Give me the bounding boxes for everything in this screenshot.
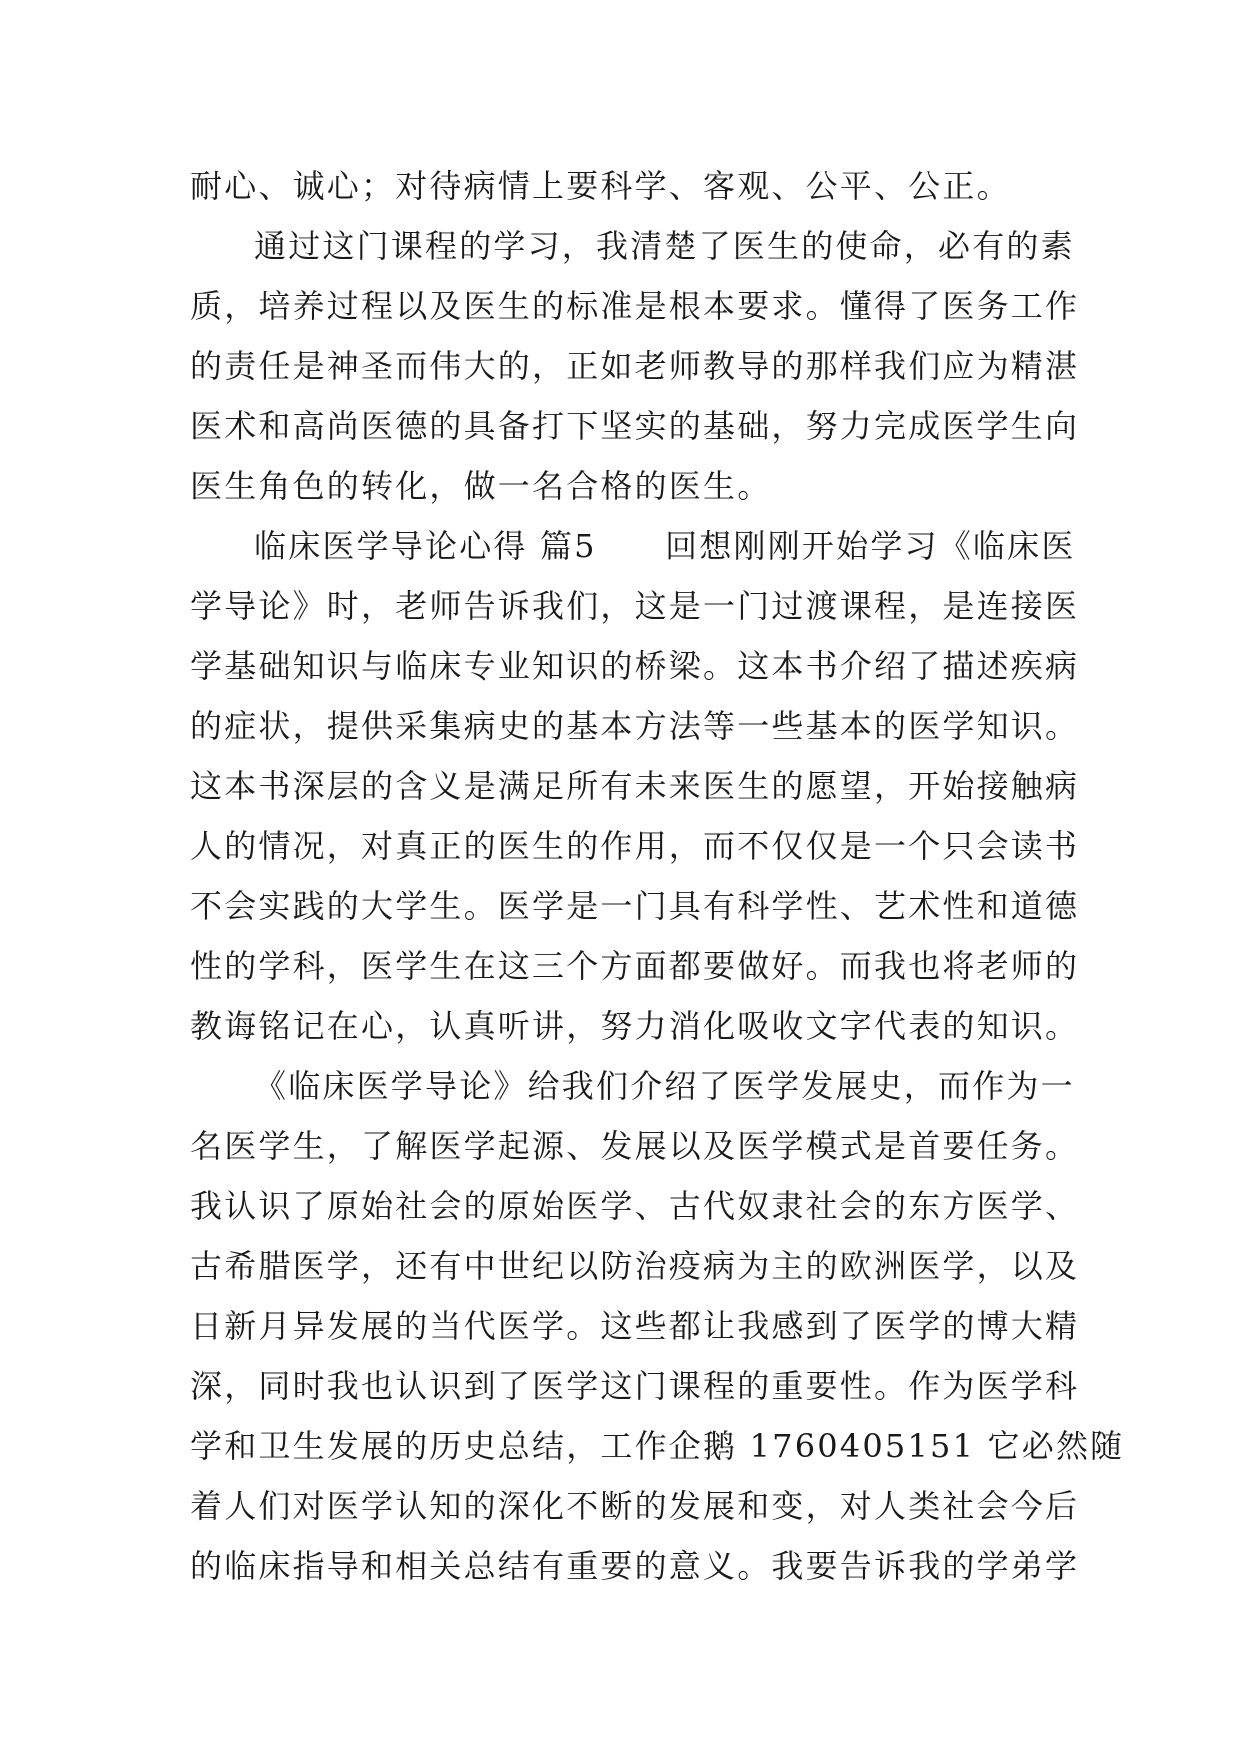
text-line: 耐心、诚心；对待病情上要科学、客观、公平、公正。 — [190, 167, 1011, 205]
text-line: 不会实践的大学生。医学是一门具有科学性、艺术性和道德 — [190, 887, 1080, 925]
text-line: 学基础知识与临床专业知识的桥梁。这本书介绍了描述疾病 — [190, 647, 1080, 685]
text-line: 通过这门课程的学习，我清楚了医生的使命，必有的素 — [254, 227, 1075, 265]
text-line: 这本书深层的含义是满足所有未来医生的愿望，开始接触病 — [190, 767, 1080, 805]
text-line: 人的情况，对真正的医生的作用，而不仅仅是一个只会读书 — [190, 827, 1080, 865]
text-line: 医术和高尚医德的具备打下坚实的基础，努力完成医学生向 — [190, 407, 1080, 445]
body-text — [190, 156, 1125, 1596]
text-line: 教诲铭记在心，认真听讲，努力消化吸收文字代表的知识。 — [190, 1007, 1080, 1045]
text-line: 质，培养过程以及医生的标准是根本要求。懂得了医务工作 — [190, 287, 1080, 325]
text-line: 深，同时我也认识到了医学这门课程的重要性。作为医学科 — [190, 1367, 1080, 1405]
text-line: 性的学科，医学生在这三个方面都要做好。而我也将老师的 — [190, 947, 1080, 985]
text-line: 临床医学导论心得 篇5 回想刚刚开始学习《临床医 — [254, 527, 1076, 565]
text-line: 《临床医学导论》给我们介绍了医学发展史，而作为一 — [254, 1067, 1075, 1105]
text-line: 学导论》时，老师告诉我们，这是一门过渡课程，是连接医 — [190, 587, 1080, 625]
text-line: 的责任是神圣而伟大的，正如老师教导的那样我们应为精湛 — [190, 347, 1080, 385]
text-line: 日新月异发展的当代医学。这些都让我感到了医学的博大精 — [190, 1307, 1080, 1345]
text-line: 我认识了原始社会的原始医学、古代奴隶社会的东方医学、 — [190, 1187, 1080, 1225]
text-line: 的临床指导和相关总结有重要的意义。我要告诉我的学弟学 — [190, 1547, 1080, 1585]
text-line: 的症状，提供采集病史的基本方法等一些基本的医学知识。 — [190, 707, 1080, 745]
text-line: 着人们对医学认知的深化不断的发展和变，对人类社会今后 — [190, 1487, 1080, 1525]
text-line: 医生角色的转化，做一名合格的医生。 — [190, 467, 772, 505]
text-line: 学和卫生发展的历史总结，工作企鹅 1760405151 它必然随 — [190, 1427, 1125, 1465]
text-line: 古希腊医学，还有中世纪以防治疫病为主的欧洲医学，以及 — [190, 1247, 1080, 1285]
text-line: 名医学生，了解医学起源、发展以及医学模式是首要任务。 — [190, 1127, 1080, 1165]
